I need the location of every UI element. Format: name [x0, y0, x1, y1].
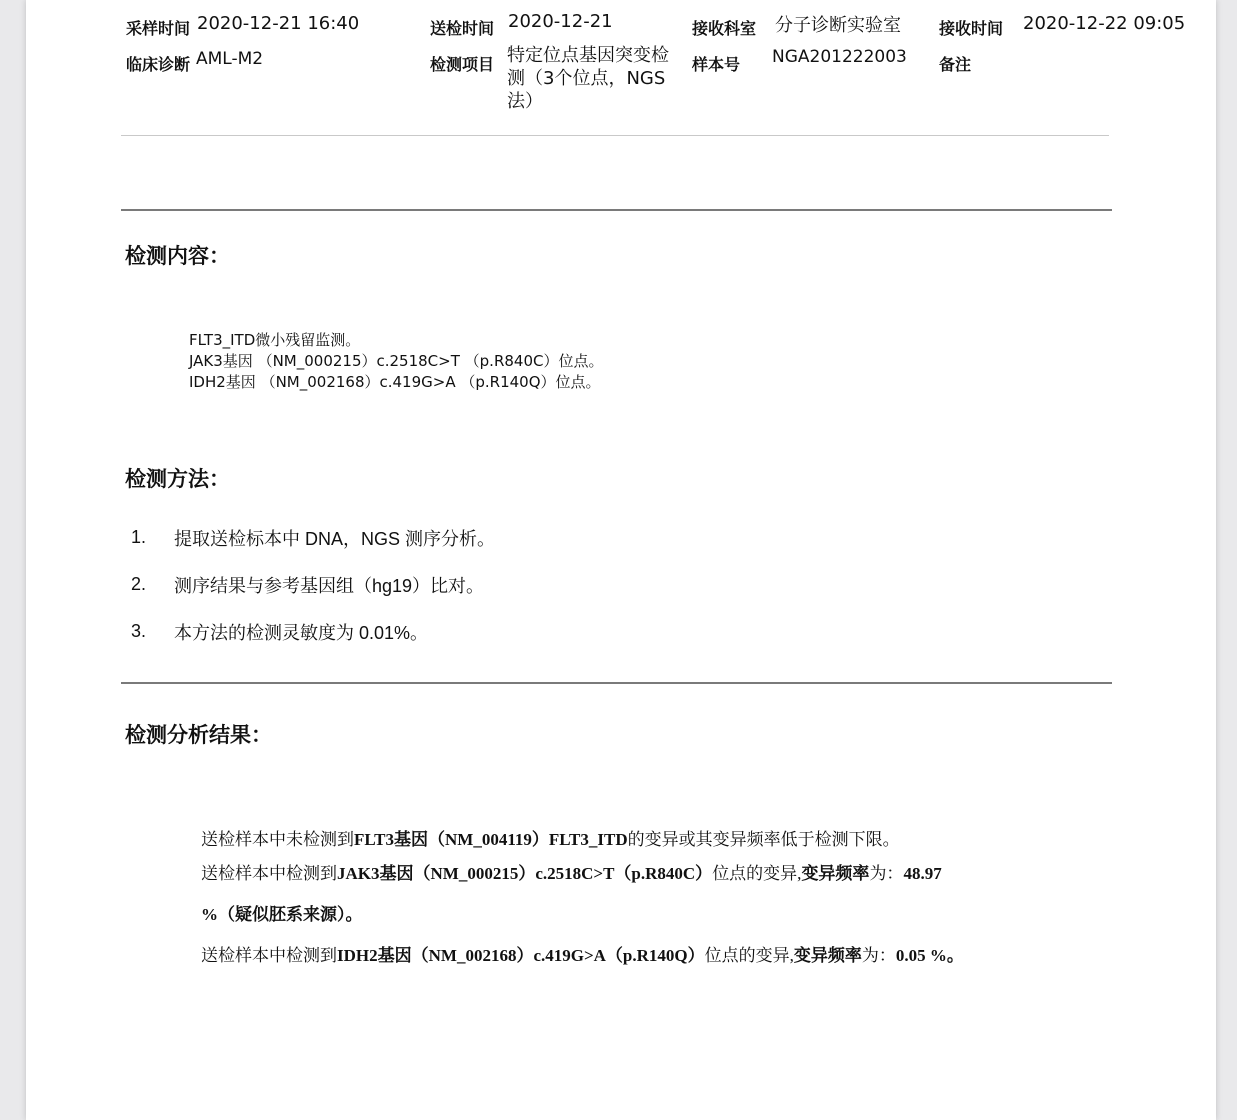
method-item-text: 本方法的检测灵敏度为 0.01%。: [174, 623, 429, 643]
content-item: FLT3_ITD微小残留监测。: [189, 331, 361, 349]
section-divider-top: [121, 209, 1112, 211]
content-heading: 检测内容：: [125, 244, 230, 268]
submit-time-value: 2020-12-21: [508, 11, 613, 32]
content-list: [189, 330, 603, 393]
sample-no-value: NGA201222003: [772, 47, 907, 67]
gene-name: IDH2基因（NM_002168）c.419G>A（p.R140Q）: [337, 946, 705, 965]
submit-time-label: 送检时间: [430, 19, 495, 38]
method-item-number: 2.: [131, 574, 147, 594]
method-item-number: 3.: [131, 621, 147, 641]
variant-frequency: 0.05 %。: [895, 946, 964, 965]
diagnosis-value: AML-M2: [196, 49, 264, 69]
receive-time-value: 2020-12-22 09:05: [1023, 13, 1186, 34]
result-line-flt3: 送检样本中未检测到FLT3基因（NM_004119）FLT3_ITD的变异或其变异频率低于检测下限。: [201, 830, 900, 849]
content-item: IDH2基因 （NM_002168）c.419G>A （p.R140Q）位点。: [189, 373, 601, 391]
test-item-value: 特定位点基因突变检测（3个位点，NGS法）: [507, 45, 669, 112]
results-heading: 检测分析结果：: [125, 723, 272, 747]
gene-name: JAK3基因（NM_000215）c.2518C>T（p.R840C）: [337, 864, 713, 883]
method-item-text: 测序结果与参考基因组（hg19）比对。: [174, 576, 485, 596]
gene-name: FLT3基因（NM_004119）FLT3_ITD: [354, 830, 628, 849]
diagnosis-label: 临床诊断: [126, 55, 191, 74]
remark-label: 备注: [939, 55, 972, 74]
result-line-jak3: 送检样本中检测到JAK3基因（NM_000215）c.2518C>T（p.R840C）位点的变异,变异频率为：48.97: [201, 864, 942, 883]
result-line-idh2: 送检样本中检测到IDH2基因（NM_002168）c.419G>A（p.R140Q）位点的变异,变异频率为：0.05 %。: [201, 946, 964, 965]
method-item-number: 1.: [131, 527, 147, 547]
method-heading: 检测方法：: [125, 467, 230, 491]
content-item: JAK3基因 （NM_000215）c.2518C>T （p.R840C）位点。: [189, 352, 604, 370]
result-line-jak3-cont: %（疑似胚系来源）。: [201, 905, 363, 924]
section-divider-bottom: [121, 682, 1112, 684]
report-page: [26, 0, 1216, 1120]
sampling-time-value: 2020-12-21 16:40: [197, 13, 360, 34]
test-item-label: 检测项目: [430, 55, 495, 74]
sampling-time-label: 采样时间: [126, 19, 191, 38]
receive-time-label: 接收时间: [939, 19, 1004, 38]
sample-no-label: 样本号: [692, 55, 741, 74]
variant-frequency: 48.97: [903, 864, 942, 883]
method-item-text: 提取送检标本中 DNA，NGS 测序分析。: [174, 529, 496, 549]
receiving-dept-value: 分子诊断实验室: [775, 15, 901, 36]
header-divider: [121, 135, 1109, 136]
receiving-dept-label: 接收科室: [692, 19, 757, 38]
